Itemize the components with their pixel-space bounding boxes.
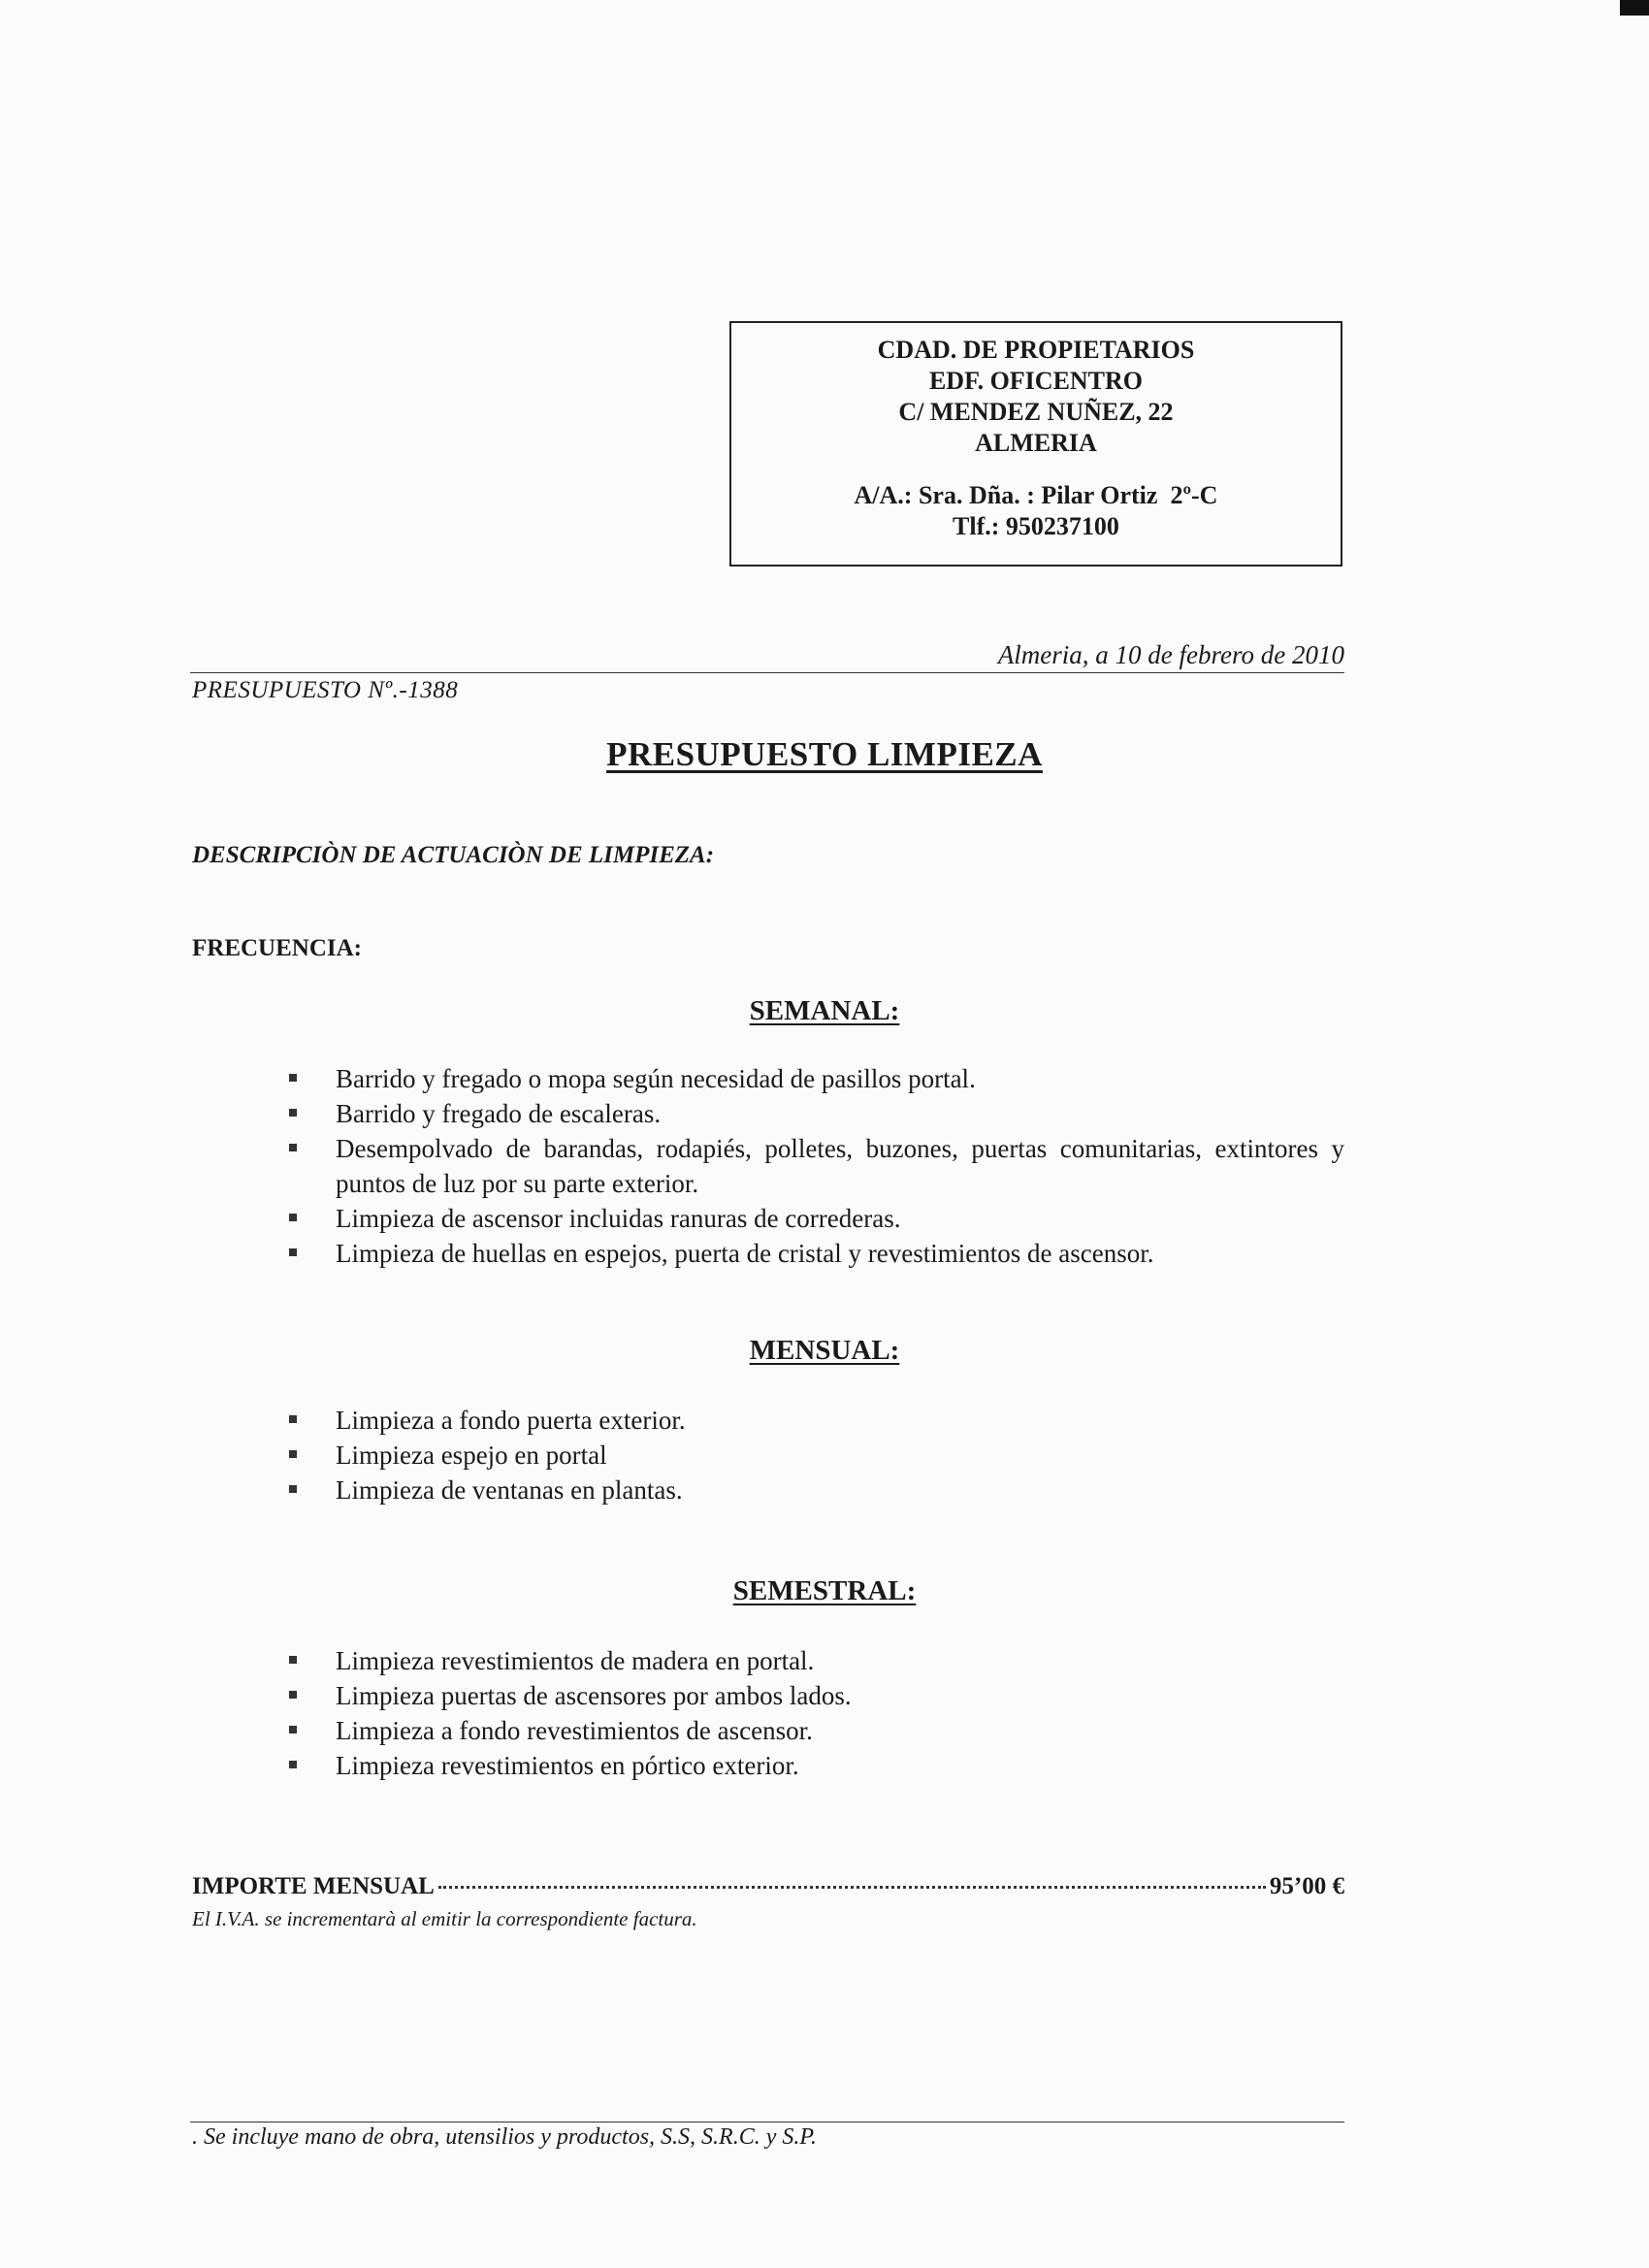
square-bullet-icon — [289, 1109, 297, 1117]
list-item-text: Barrido y fregado de escaleras. — [336, 1099, 662, 1128]
list-item-text: Limpieza revestimientos en pórtico exterior. — [336, 1751, 799, 1780]
list-item — [287, 1201, 1344, 1236]
address-spacer — [731, 459, 1341, 480]
list-item — [287, 1713, 1344, 1748]
list-item-text: Limpieza espejo en portal — [336, 1441, 607, 1470]
section-title-weekly: SEMANAL: — [749, 995, 900, 1026]
list-item-text: Limpieza a fondo puerta exterior. — [336, 1406, 686, 1435]
recipient-line-4: ALMERIA — [975, 429, 1097, 457]
recipient-line-1: CDAD. DE PROPIETARIOS — [877, 336, 1195, 364]
list-item — [287, 1403, 1344, 1438]
vat-note: El I.V.A. se incrementarà al emitir la correspondiente factura. — [192, 1907, 697, 1930]
square-bullet-icon — [289, 1726, 297, 1733]
footer-note: . Se incluye mano de obra, utensilios y productos, S.S, S.R.C. y S.P. — [192, 2124, 817, 2150]
recipient-line-3: C/ MENDEZ NUÑEZ, 22 — [898, 398, 1174, 426]
recipient-phone: Tlf.: 950237100 — [953, 512, 1119, 540]
amount-value: 95’00 € — [1269, 1873, 1344, 1899]
square-bullet-icon — [289, 1415, 297, 1423]
amount-label: IMPORTE MENSUAL — [192, 1873, 435, 1899]
square-bullet-icon — [289, 1144, 297, 1151]
square-bullet-icon — [289, 1691, 297, 1699]
dot-leader — [438, 1886, 1266, 1889]
list-item — [287, 1643, 1344, 1678]
square-bullet-icon — [289, 1761, 297, 1768]
square-bullet-icon — [289, 1248, 297, 1256]
list-item-text: Desempolvado de barandas, rodapiés, polletes, buzones, puertas comunitarias, extintores y puntos de luz por su parte exterior. — [336, 1134, 1344, 1198]
recipient-line-2: EDF. OFICENTRO — [928, 367, 1144, 395]
semiannual-task-list — [287, 1643, 1344, 1783]
list-item — [287, 1473, 1344, 1507]
list-item-text: Limpieza revestimientos de madera en portal. — [336, 1646, 815, 1675]
list-item — [287, 1096, 1344, 1131]
list-item — [287, 1438, 1344, 1473]
square-bullet-icon — [289, 1074, 297, 1082]
list-item-text: Limpieza puertas de ascensores por ambos lados. — [336, 1681, 852, 1710]
document-date: Almeria, a 10 de febrero de 2010 — [190, 640, 1344, 673]
monthly-amount-row — [192, 1873, 1344, 1900]
list-item-text: Limpieza de ventanas en plantas. — [336, 1475, 683, 1505]
list-item-text: Limpieza de huellas en espejos, puerta de cristal y revestimientos de ascensor. — [336, 1239, 1154, 1268]
list-item — [287, 1061, 1344, 1096]
list-item — [287, 1236, 1344, 1271]
list-item — [287, 1748, 1344, 1783]
list-item-text: Limpieza a fondo revestimientos de ascensor. — [336, 1716, 813, 1745]
budget-number: PRESUPUESTO Nº.-1388 — [192, 677, 459, 703]
list-item-text: Barrido y fregado o mopa según necesidad de pasillos portal. — [336, 1064, 976, 1093]
list-item — [287, 1678, 1344, 1713]
frequency-heading: FRECUENCIA: — [192, 935, 362, 961]
description-heading: DESCRIPCIÒN DE ACTUACIÒN DE LIMPIEZA: — [192, 842, 715, 868]
document-title: PRESUPUESTO LIMPIEZA — [606, 735, 1043, 773]
square-bullet-icon — [289, 1485, 297, 1493]
section-title-monthly: MENSUAL: — [749, 1335, 900, 1366]
monthly-task-list — [287, 1403, 1344, 1507]
weekly-task-list — [287, 1061, 1344, 1271]
scan-corner-mark — [1620, 0, 1649, 16]
square-bullet-icon — [289, 1656, 297, 1664]
recipient-attention: A/A.: Sra. Dña. : Pilar Ortiz 2º-C — [854, 481, 1218, 509]
list-item — [287, 1131, 1344, 1201]
square-bullet-icon — [289, 1214, 297, 1221]
recipient-address-box — [729, 321, 1342, 567]
list-item-text: Limpieza de ascensor incluidas ranuras de correderas. — [336, 1204, 901, 1233]
section-title-semiannual: SEMESTRAL: — [732, 1575, 917, 1606]
square-bullet-icon — [289, 1450, 297, 1458]
